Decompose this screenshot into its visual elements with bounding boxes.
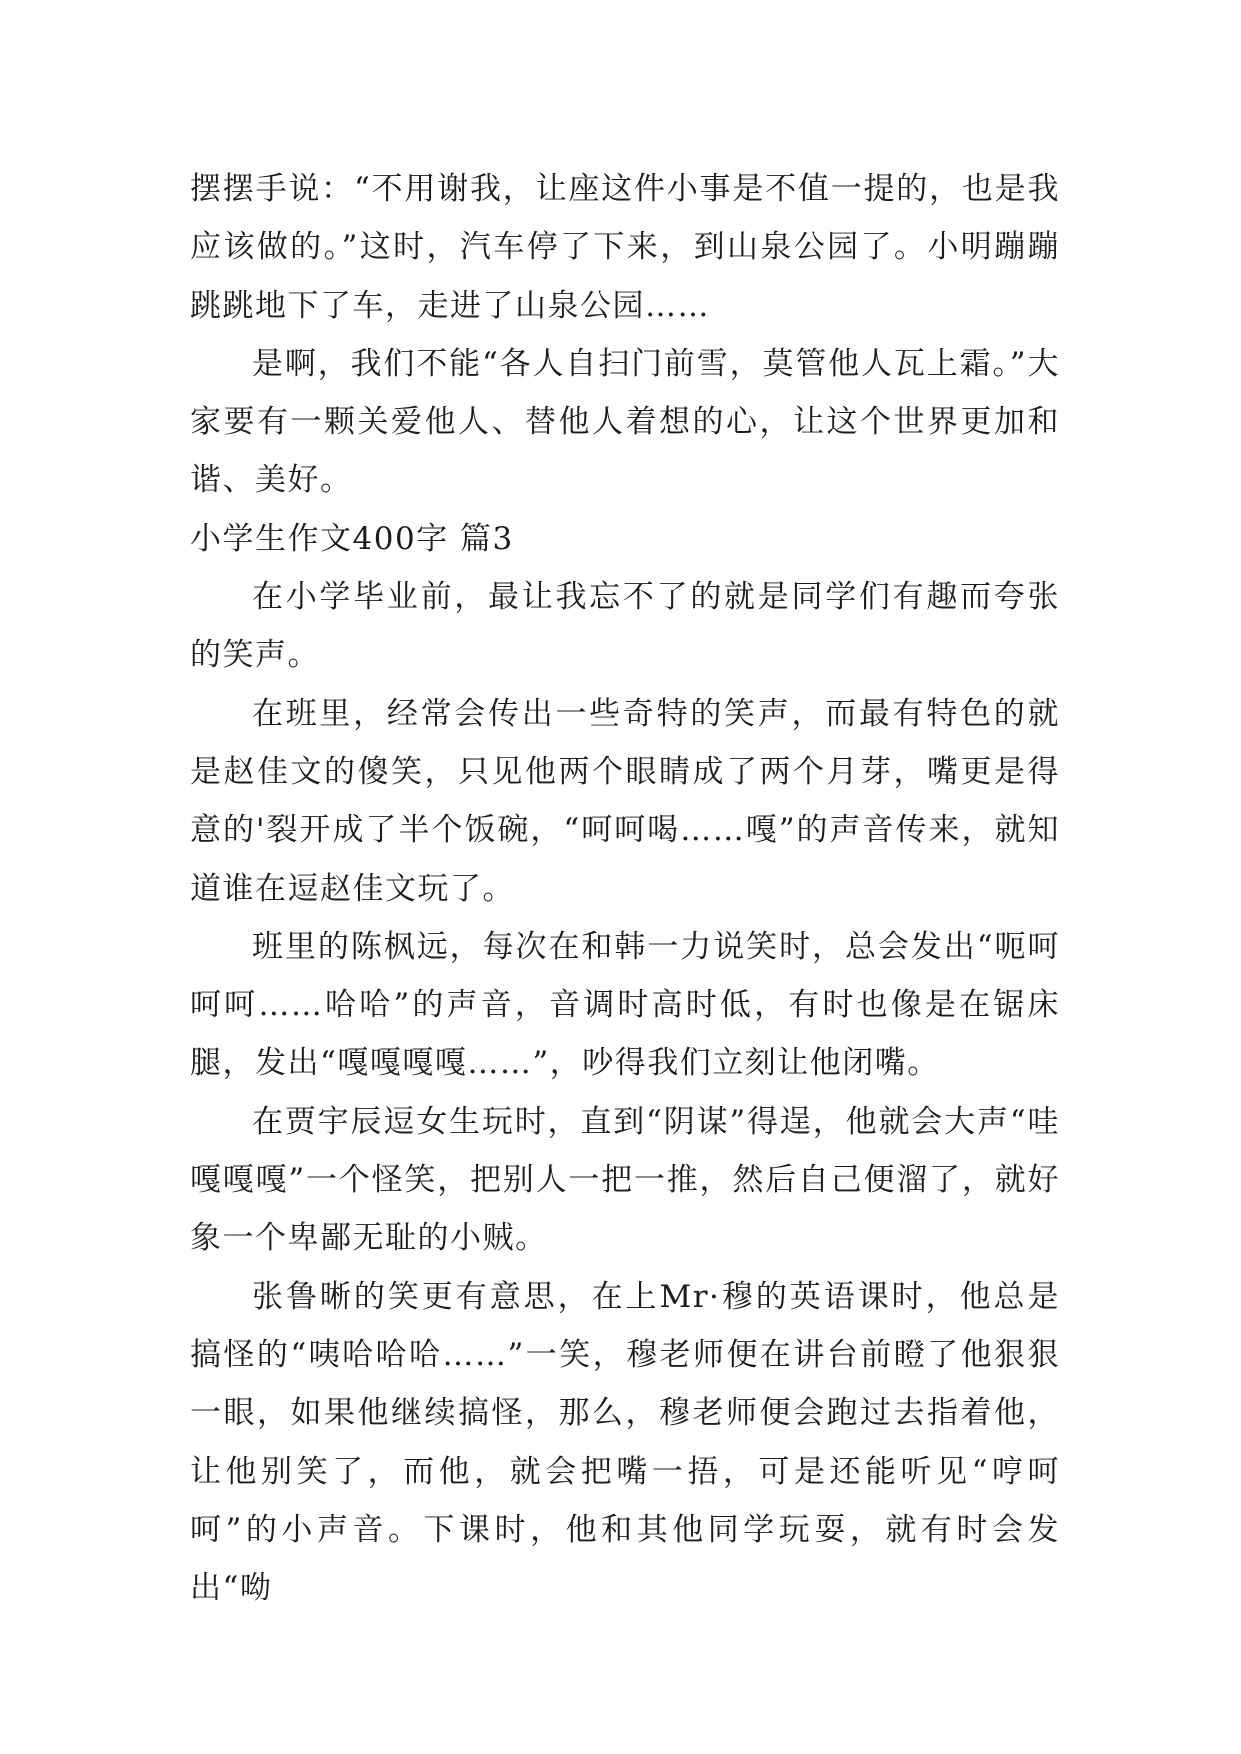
document-page: [190, 160, 1060, 1617]
paragraph: 在小学毕业前，最让我忘不了的就是同学们有趣而夸张的笑声。: [190, 579, 1060, 674]
paragraph: 在班里，经常会传出一些奇特的笑声，而最有特色的就是赵佳文的傻笑，只见他两个眼睛成了两个月芽，嘴更是得意的'裂开成了半个饭碗，“呵呵喝……嘎”的声音传来，就知道谁在逗赵佳文玩了。: [190, 695, 1060, 907]
paragraph: 在贾宇辰逗女生玩时，直到“阴谋”得逞，他就会大声“哇嘎嘎嘎”一个怪笑，把别人一把一推，然后自己便溜了，就好象一个卑鄙无耻的小贼。: [190, 1103, 1060, 1257]
paragraph-continued: 摆摆手说：“不用谢我，让座这件小事是不值一提的，也是我应该做的。”这时，汽车停了下来，到山泉公园了。小明蹦蹦跳跳地下了车，走进了山泉公园……: [190, 171, 1060, 324]
paragraph: 张鲁晰的笑更有意思，在上Mr·穆的英语课时，他总是搞怪的“咦哈哈哈……”一笑，穆老师便在讲台前瞪了他狠狠一眼，如果他继续搞怪，那么，穆老师便会跑过去指着他，让他别笑了，而他，就会把嘴一捂，可是还能听见“哼呵呵”的小声音。下课时，他和其他同学玩耍，就有时会发出“呦: [190, 1278, 1060, 1607]
paragraph-conclusion: 是啊，我们不能“各人自扫门前雪，莫管他人瓦上霜。”大家要有一颗关爱他人、替他人着想的心，让这个世界更加和谐、美好。: [190, 345, 1060, 499]
essay-heading: 小学生作文400字 篇3: [190, 520, 514, 557]
paragraph: 班里的陈枫远，每次在和韩一力说笑时，总会发出“呃呵呵呵……哈哈”的声音，音调时高时低，有时也像是在锯床腿，发出“嘎嘎嘎嘎……”，吵得我们立刻让他闭嘴。: [190, 928, 1060, 1082]
